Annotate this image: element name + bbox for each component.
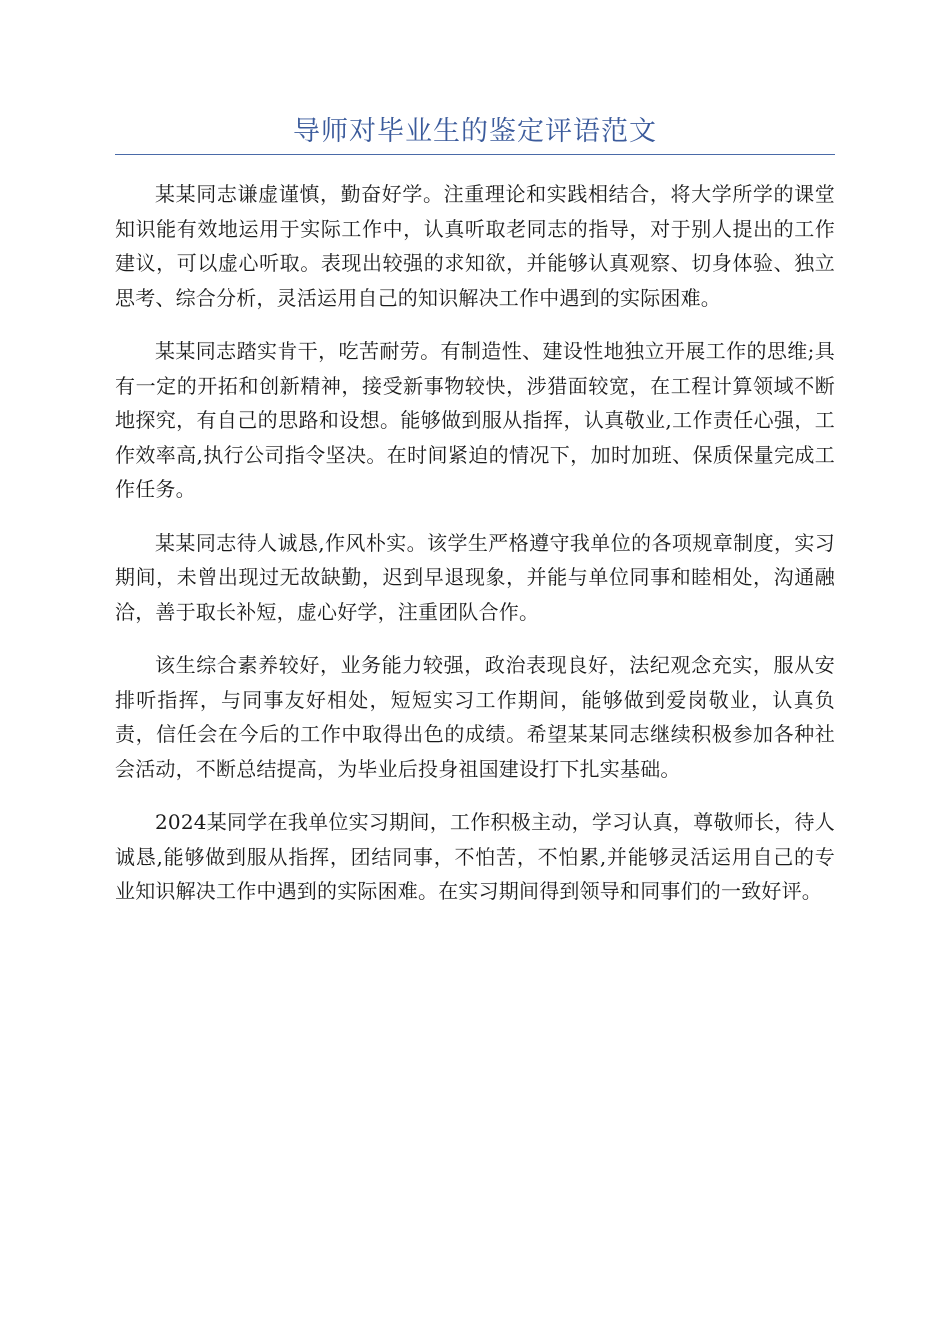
title-underline (115, 154, 835, 155)
document-page (115, 112, 835, 928)
paragraph-2: 某某同志踏实肯干，吃苦耐劳。有制造性、建设性地独立开展工作的思维;具有一定的开拓和创新精神，接受新事物较快，涉猎面较宽，在工程计算领域不断地探究，有自己的思路和设想。能够做到服从指挥，认真敬业,工作责任心强，工作效率高,执行公司指令坚决。在时间紧迫的情况下，加时加班、保质保量完成工作任务。 (115, 339, 835, 501)
document-title: 导师对毕业生的鉴定评语范文 (293, 116, 657, 147)
paragraph-1: 某某同志谦虚谨慎，勤奋好学。注重理论和实践相结合，将大学所学的课堂知识能有效地运用于实际工作中，认真听取老同志的指导，对于别人提出的工作建议，可以虚心听取。表现出较强的求知欲，并能够认真观察、切身体验、独立思考、综合分析，灵活运用自己的知识解决工作中遇到的实际困难。 (115, 182, 835, 310)
paragraph-5: 2024某同学在我单位实习期间，工作积极主动，学习认真，尊敬师长，待人诚恳,能够做到服从指挥，团结同事，不怕苦，不怕累,并能够灵活运用自己的专业知识解决工作中遇到的实际困难。在实习期间得到领导和同事们的一致好评。 (115, 810, 835, 903)
paragraph-4: 该生综合素养较好，业务能力较强，政治表现良好，法纪观念充实，服从安排听指挥，与同事友好相处，短短实习工作期间，能够做到爱岗敬业，认真负责，信任会在今后的工作中取得出色的成绩。希望某某同志继续积极参加各种社会活动，不断总结提高，为毕业后投身祖国建设打下扎实基础。 (115, 653, 835, 781)
paragraph-3: 某某同志待人诚恳,作风朴实。该学生严格遵守我单位的各项规章制度，实习期间，未曾出现过无故缺勤，迟到早退现象，并能与单位同事和睦相处，沟通融洽，善于取长补短，虚心好学，注重团队合作。 (115, 530, 835, 624)
